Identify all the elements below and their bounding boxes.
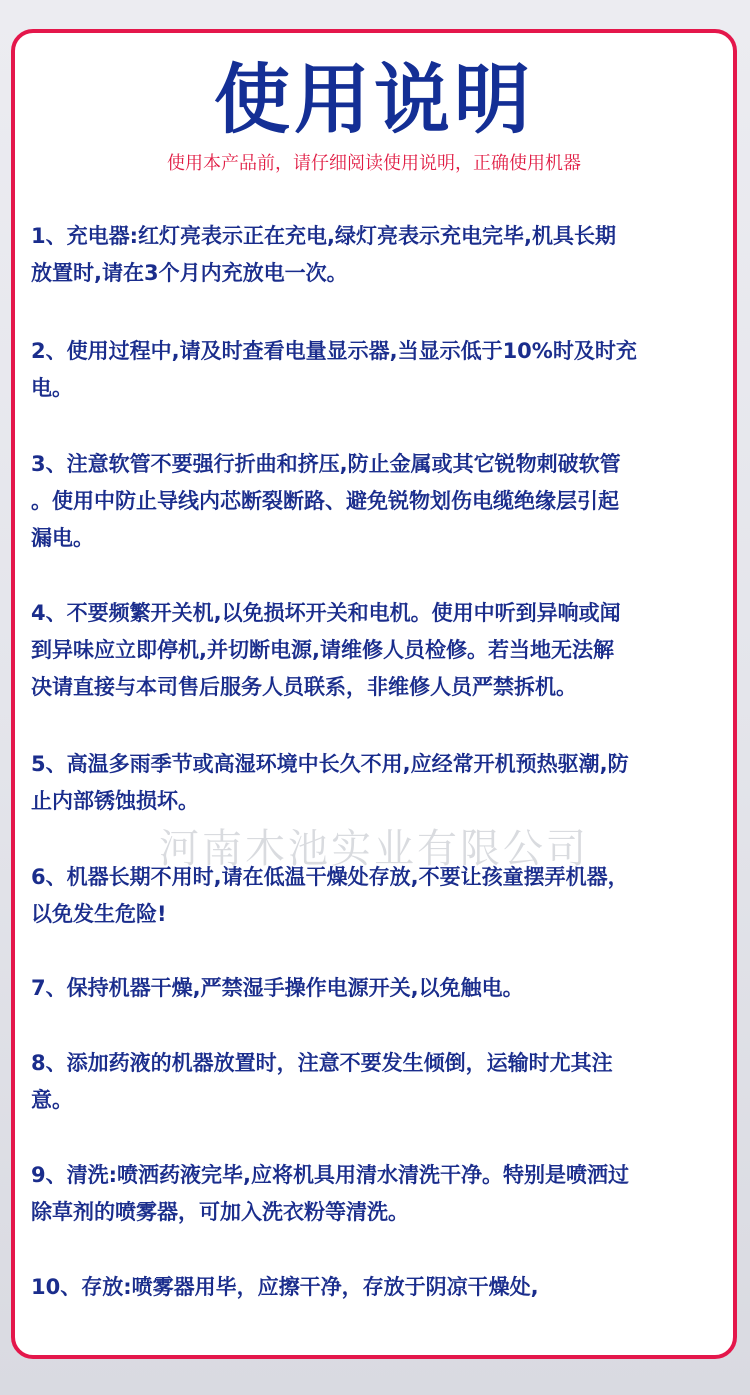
instruction-item-1: 1、充电器:红灯亮表示正在充电,绿灯亮表示充电完毕,机具长期 放置时,请在3个月内充放电一次。	[31, 224, 616, 285]
instruction-item-9: 9、清洗:喷洒药液完毕,应将机具用清水清洗干净。特别是喷洒过 除草剂的喷雾器，可加入洗衣粉等清洗。	[31, 1163, 629, 1224]
instruction-item-5: 5、高温多雨季节或高湿环境中长久不用,应经常开机预热驱潮,防 止内部锈蚀损坏。	[31, 752, 629, 813]
instruction-item-2: 2、使用过程中,请及时查看电量显示器,当显示低于10%时及时充 电。	[31, 339, 637, 400]
instruction-item-10: 10、存放:喷雾器用毕，应擦干净，存放于阴凉干燥处,	[31, 1275, 539, 1299]
instruction-card	[11, 29, 737, 1359]
instruction-item-3: 3、注意软管不要强行折曲和挤压,防止金属或其它锐物刺破软管 。使用中防止导线内芯断裂断路、避免锐物划伤电缆绝缘层引起 漏电。	[31, 452, 621, 550]
instruction-item-7: 7、保持机器干燥,严禁湿手操作电源开关,以免触电。	[31, 976, 524, 1000]
instruction-item-6: 6、机器长期不用时,请在低温干燥处存放,不要让孩童摆弄机器， 以免发生危险!	[31, 865, 629, 926]
company-watermark: 河南木池实业有限公司	[159, 826, 589, 872]
page-subtitle: 使用本产品前，请仔细阅读使用说明，正确使用机器	[167, 153, 581, 174]
instruction-item-8: 8、添加药液的机器放置时，注意不要发生倾倒，运输时尤其注 意。	[31, 1051, 613, 1112]
instruction-item-4: 4、不要频繁开关机,以免损坏开关和电机。使用中听到异响或闻 到异味应立即停机,并切断电源,请维修人员检修。若当地无法解 决请直接与本司售后服务人员联系，非维修人员严禁拆机。	[31, 601, 621, 699]
page-title: 使用说明	[214, 55, 534, 144]
